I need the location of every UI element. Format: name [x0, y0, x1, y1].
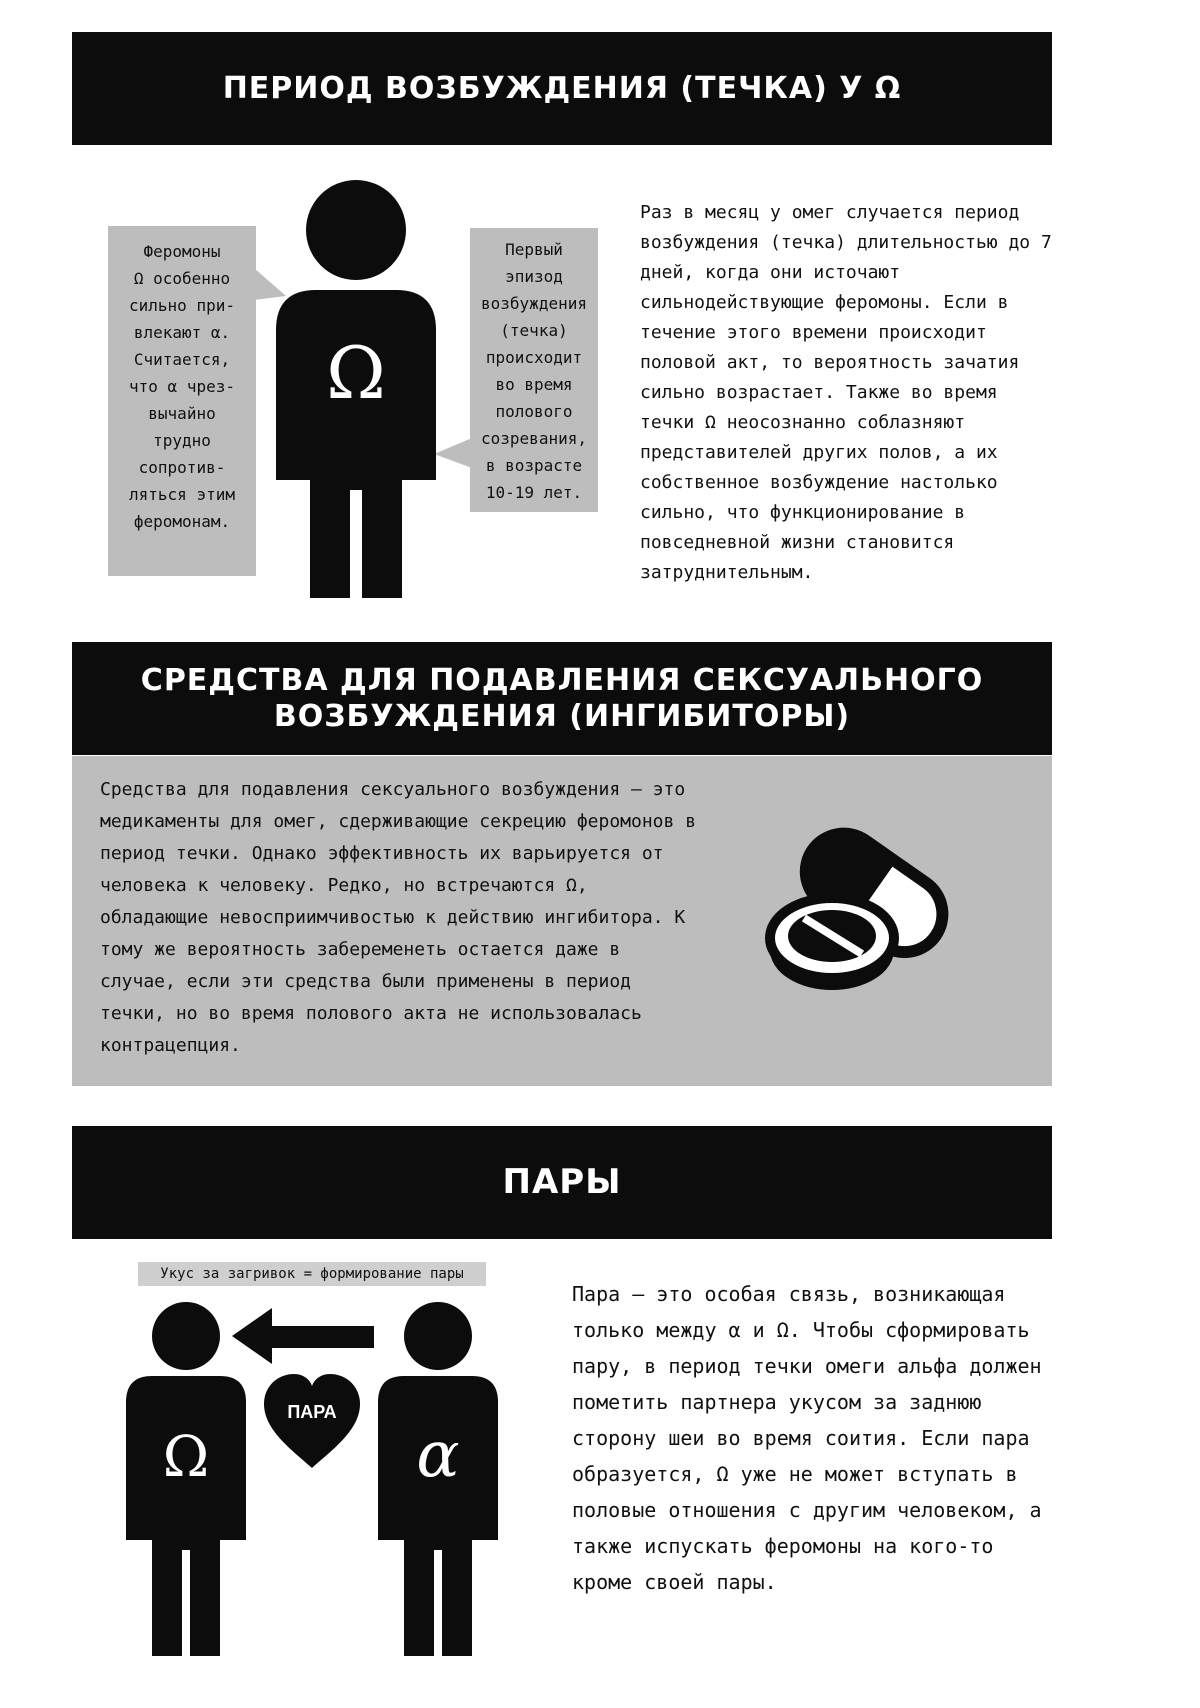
right-bubble-text: Первый эпизод возбуждения (течка) происходит во время полового созревания, в возрасте 10-19 лет.: [481, 240, 587, 502]
omega-person-icon: [276, 180, 436, 600]
section3-header: [72, 1126, 1052, 1239]
alpha-glyph: α: [416, 1418, 460, 1492]
bite-label: Укус за загривок = формирование пары: [138, 1262, 486, 1286]
section2-title-line1: СРЕДСТВА ДЛЯ ПОДАВЛЕНИЯ СЕКСУАЛЬНОГО: [140, 662, 984, 698]
pills-icon: [760, 810, 960, 1000]
alpha-head-icon: [404, 1302, 472, 1370]
section2-title-line2: ВОЗБУЖДЕНИЯ (ИНГИБИТОРЫ): [273, 698, 851, 734]
omega-glyph: Ω: [326, 331, 386, 415]
omega-glyph-small: Ω: [162, 1425, 210, 1490]
section3-paragraph: Пара – это особая связь, возникающая только между α и Ω. Чтобы сформировать пару, в период течки омеги альфа должен пометить партнера укусом за заднюю сторону шеи во время соития. Если пара образуется, Ω уже не может вступать в половые отношения с другим человеком, а также испускать феромоны на кого-то кроме своей пары.: [572, 1282, 1042, 1594]
section1-paragraph: Раз в месяц у омег случается период возбуждения (течка) длительностью до 7 дней, когда они источают сильнодействующие феромоны. Если в течение этого времени происходит половой акт, то вероятность зачатия сильно возрастает. Также во время течки Ω неосознанно соблазняют представителей других полов, а их собственное возбуждение настолько сильно, что функционирование в повседневной жизни становится затруднительным.: [640, 202, 1052, 583]
couple-illustration: [120, 1300, 500, 1660]
section2-header: [72, 642, 1052, 755]
section1-header: [72, 32, 1052, 145]
left-bubble-text: Феромоны Ω особенно сильно при- влекают α. Считается, что α чрез- вычайно трудно сопротив- ляться этим феромонам.: [129, 242, 235, 531]
omega-head-icon: [152, 1302, 220, 1370]
heart-label: ПАРА: [287, 1402, 337, 1422]
section3-title: ПАРЫ: [502, 1162, 622, 1203]
arrow-left-icon: [232, 1308, 374, 1364]
section1-title: ПЕРИОД ВОЗБУЖДЕНИЯ (ТЕЧКА) У Ω: [222, 70, 902, 106]
section2-paragraph: Средства для подавления сексуального возбуждения – это медикаменты для омег, сдерживающие секрецию феромонов в период течки. Однако эффективность их варьируется от человека к человеку. Редко, но встречаются Ω, обладающие невосприимчивостью к действию ингибитора. К тому же вероятность забеременеть остается даже в случае, если эти средства были применены в период течки, но во время полового акта не использовалась контрацепция.: [100, 779, 697, 1056]
